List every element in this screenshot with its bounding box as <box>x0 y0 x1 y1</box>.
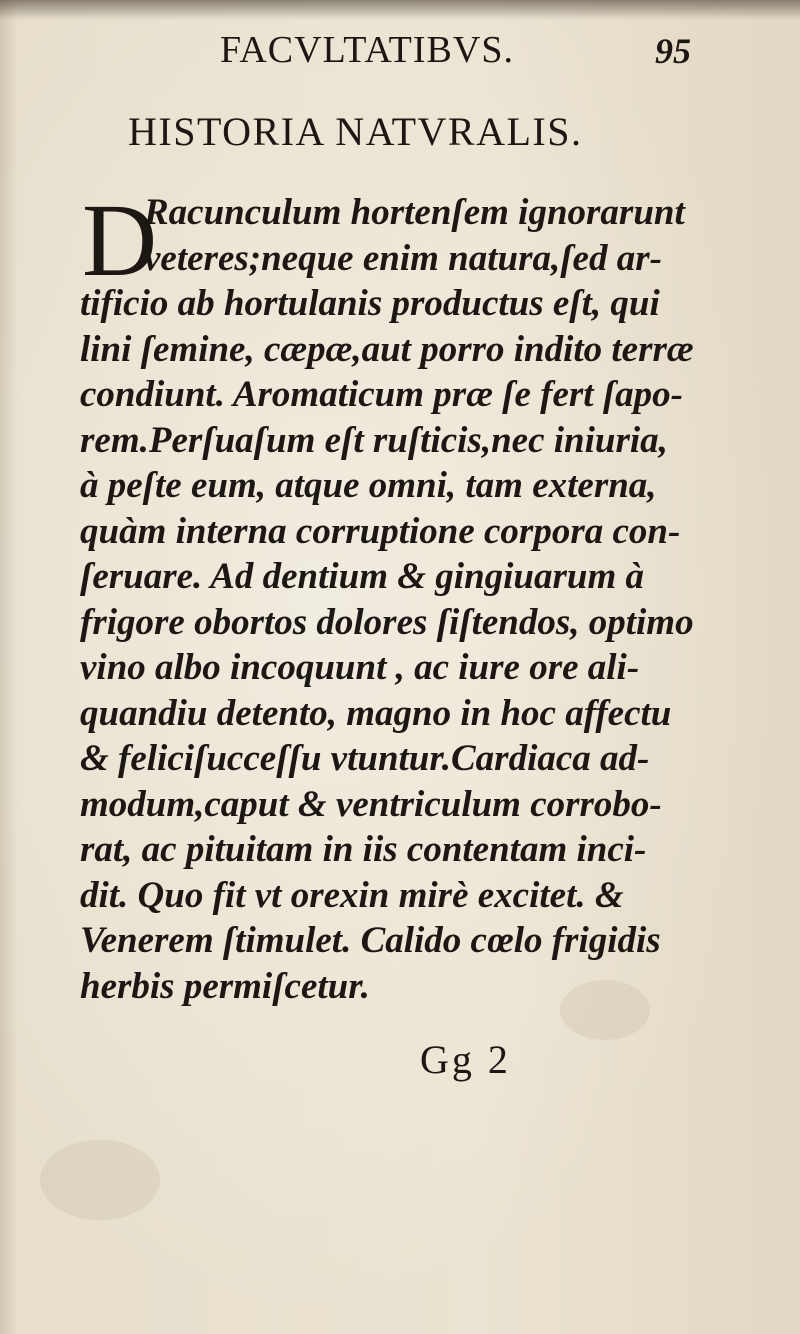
text-line: quandiu detento, magno in hoc affectu <box>80 692 672 734</box>
text-line: lini ſemine, cæpæ,aut porro indito terræ <box>80 328 694 370</box>
text-line: Venerem ſtimulet. Calido cœlo frigidis <box>80 920 661 961</box>
text-line: à peſte eum, atque omni, tam externa, <box>80 465 657 506</box>
text-line: quàm interna corruptione corpora con- <box>80 510 681 552</box>
text-line: condiunt. Aromaticum præ ſe fert ſapo- <box>80 374 683 415</box>
text-line: dit. Quo fit vt orexin mirè excitet. & <box>80 874 624 916</box>
text-line: frigore obortos dolores ſiſtendos, optimo <box>80 601 694 643</box>
text-line: tificio ab hortulanis productus eſt, qui <box>80 283 660 324</box>
text-line: vino albo incoquunt , ac iure ore ali- <box>80 647 640 688</box>
text-line: ſeruare. Ad dentium & gingiuarum à <box>80 556 645 597</box>
page-edge-shadow <box>0 0 800 20</box>
running-head: FACVLTATIBVS. <box>220 29 514 71</box>
folio-page-number: 95 <box>655 31 691 71</box>
text-line: herbis permiſcetur. <box>80 965 370 1007</box>
text-line: rat, ac pituitam in iis contentam inci- <box>80 829 647 870</box>
body-text <box>80 183 710 1009</box>
drop-cap: D <box>82 183 158 298</box>
paper-stain <box>40 1140 160 1220</box>
text-line: modum,caput & ventriculum corrobo- <box>80 783 662 825</box>
text-line: & feliciſucceſſu vtuntur.Cardiaca ad- <box>80 738 650 779</box>
text-line: rem.Perſuaſum eſt ruſticis,nec iniuria, <box>80 419 668 461</box>
signature-mark: Gg 2 <box>420 1037 511 1082</box>
section-title: HISTORIA NATVRALIS. <box>128 109 583 154</box>
text-line: Racunculum hortenſem ignorarunt <box>144 192 685 233</box>
text-line: veteres;neque enim natura,ſed ar- <box>144 237 662 279</box>
